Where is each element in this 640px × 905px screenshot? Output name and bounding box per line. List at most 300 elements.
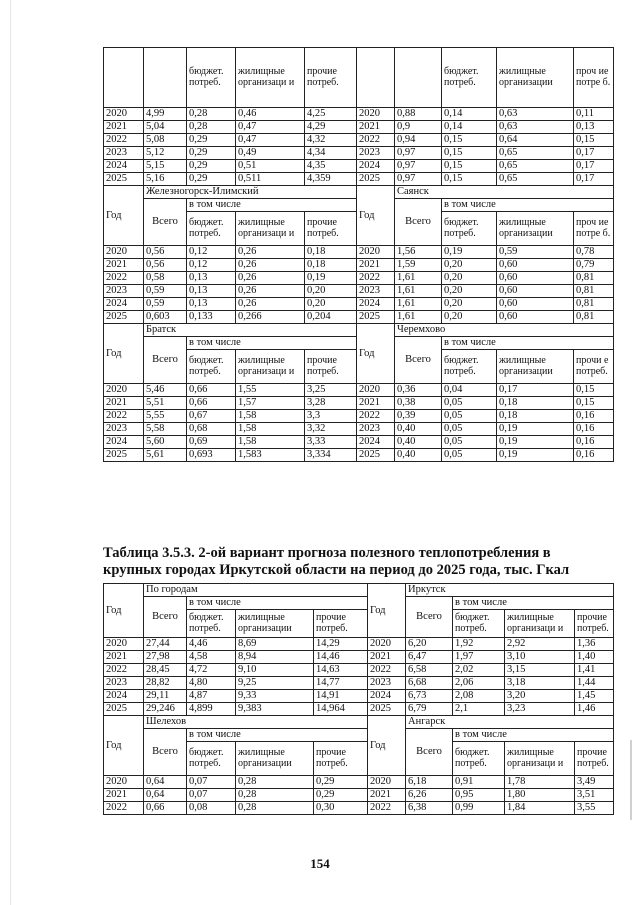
cell-other: 1,36 (575, 638, 614, 651)
cell-housing: 0,26 (236, 285, 305, 298)
header-budget: бюджет. потреб. (187, 212, 236, 246)
cell-other: 0,81 (574, 285, 614, 298)
cell-year: 2021 (368, 789, 406, 802)
cell-budget: 0,15 (442, 160, 497, 173)
cell-other: 0,15 (574, 397, 614, 410)
cell-other: 3,49 (575, 776, 614, 789)
cell-year: 2025 (104, 703, 144, 716)
table-row (104, 311, 614, 324)
cell-housing: 3,23 (505, 703, 575, 716)
cell-year: 2024 (357, 160, 395, 173)
cell-year: 2025 (104, 311, 144, 324)
cell-year: 2021 (368, 651, 406, 664)
cell-housing: 0,266 (236, 311, 305, 324)
cell-total: 1,59 (395, 259, 442, 272)
header-housing: жилищные организации (497, 212, 574, 246)
cell-housing: 0,17 (497, 384, 574, 397)
table-3-5-3 (103, 583, 614, 815)
cell-budget: 0,20 (442, 311, 497, 324)
cell-budget: 0,20 (442, 259, 497, 272)
header-other: проч ие потре б. (574, 48, 614, 108)
cell-year: 2021 (357, 121, 395, 134)
cell-total: 1,61 (395, 272, 442, 285)
cell-housing: 0,63 (497, 121, 574, 134)
cell-budget: 0,13 (187, 272, 236, 285)
cell-budget: 0,15 (442, 147, 497, 160)
block-header (104, 716, 614, 776)
table-row (104, 802, 614, 815)
cell-housing: 0,28 (236, 802, 314, 815)
empty-cell (144, 48, 187, 108)
cell-year: 2021 (104, 397, 144, 410)
cell-other: 1,40 (575, 651, 614, 664)
cell-year: 2021 (104, 121, 144, 134)
cell-other: 0,81 (574, 298, 614, 311)
empty-cell (395, 48, 442, 108)
cell-housing: 0,26 (236, 272, 305, 285)
header-total: Всего (144, 597, 187, 638)
table-row (104, 384, 614, 397)
cell-other: 3,51 (575, 789, 614, 802)
cell-other: 0,15 (574, 384, 614, 397)
cell-budget: 0,67 (187, 410, 236, 423)
cell-other: 4,32 (305, 134, 357, 147)
header-year: Год (104, 716, 144, 776)
city-name: Саянск (395, 186, 614, 199)
cell-budget: 2,1 (453, 703, 505, 716)
cell-other: 1,45 (575, 690, 614, 703)
header-including: в том числе (187, 199, 357, 212)
cell-housing: 0,26 (236, 298, 305, 311)
header-year: Год (104, 186, 144, 246)
cell-other: 0,79 (574, 259, 614, 272)
cell-year: 2023 (104, 285, 144, 298)
header-total: Всего (395, 199, 442, 246)
cell-housing: 0,51 (236, 160, 305, 173)
cell-budget: 4,46 (187, 638, 236, 651)
table-row (104, 651, 614, 664)
cell-other: 4,35 (305, 160, 357, 173)
header-budget: бюджет. потреб. (187, 742, 236, 776)
cell-other: 0,18 (305, 246, 357, 259)
table-row (104, 272, 614, 285)
cell-total: 0,64 (144, 789, 187, 802)
cell-other: 0,78 (574, 246, 614, 259)
cell-other: 0,29 (314, 776, 368, 789)
cell-year: 2020 (357, 108, 395, 121)
table-row (104, 677, 614, 690)
table-row (104, 246, 614, 259)
cell-total: 0,56 (144, 259, 187, 272)
cell-total: 5,61 (144, 449, 187, 462)
block-header (104, 324, 614, 384)
header-other: проч ие потре б. (574, 212, 614, 246)
cell-year: 2024 (357, 298, 395, 311)
cell-budget: 0,15 (442, 173, 497, 186)
cell-total: 0,94 (395, 134, 442, 147)
cell-year: 2020 (104, 638, 144, 651)
cell-housing: 2,92 (505, 638, 575, 651)
cell-housing: 0,47 (236, 121, 305, 134)
cell-housing: 1,583 (236, 449, 305, 462)
table-row (104, 638, 614, 651)
cell-total: 5,12 (144, 147, 187, 160)
cell-other: 0,15 (574, 134, 614, 147)
cell-total: 29,11 (144, 690, 187, 703)
cell-year: 2022 (104, 410, 144, 423)
cell-year: 2024 (357, 436, 395, 449)
cell-total: 6,79 (406, 703, 453, 716)
cell-budget: 0,12 (187, 259, 236, 272)
cell-other: 0,16 (574, 436, 614, 449)
cell-housing: 0,28 (236, 776, 314, 789)
cell-housing: 0,19 (497, 449, 574, 462)
cell-year: 2023 (357, 285, 395, 298)
cell-housing: 0,60 (497, 272, 574, 285)
cell-budget: 0,12 (187, 246, 236, 259)
block-header (104, 186, 614, 246)
cell-other: 14,91 (314, 690, 368, 703)
cell-total: 0,38 (395, 397, 442, 410)
cell-housing: 3,20 (505, 690, 575, 703)
cell-year: 2022 (104, 134, 144, 147)
cell-year: 2023 (368, 677, 406, 690)
cell-budget: 0,66 (187, 397, 236, 410)
header-year: Год (104, 324, 144, 384)
cell-other: 0,19 (305, 272, 357, 285)
cell-budget: 0,07 (187, 789, 236, 802)
cell-other: 0,204 (305, 311, 357, 324)
cell-housing: 8,94 (236, 651, 314, 664)
cell-budget: 1,97 (453, 651, 505, 664)
cell-budget: 2,06 (453, 677, 505, 690)
cell-budget: 0,29 (187, 134, 236, 147)
cell-other: 3,33 (305, 436, 357, 449)
header-total: Всего (144, 337, 187, 384)
header-housing: жилищные организаци и (236, 212, 305, 246)
cell-total: 27,98 (144, 651, 187, 664)
header-other: прочие потреб. (305, 212, 357, 246)
header-other: прочи е потреб. (574, 350, 614, 384)
cell-other: 3,28 (305, 397, 357, 410)
cell-other: 3,334 (305, 449, 357, 462)
header-other: прочие потреб. (314, 610, 368, 638)
cell-housing: 9,10 (236, 664, 314, 677)
cell-total: 6,20 (406, 638, 453, 651)
table-3-5-2-continuation (103, 47, 614, 462)
cell-housing: 0,65 (497, 147, 574, 160)
cell-total: 0,36 (395, 384, 442, 397)
scan-mark (630, 740, 632, 820)
header-other: прочие потреб. (575, 742, 614, 776)
cell-total: 27,44 (144, 638, 187, 651)
cell-other: 14,77 (314, 677, 368, 690)
cell-year: 2025 (104, 449, 144, 462)
table-row (104, 298, 614, 311)
cell-housing: 3,10 (505, 651, 575, 664)
empty-cell (104, 48, 144, 108)
cell-housing: 9,33 (236, 690, 314, 703)
cell-total: 28,82 (144, 677, 187, 690)
empty-cell (357, 48, 395, 108)
table-row (104, 397, 614, 410)
cell-budget: 0,20 (442, 272, 497, 285)
cell-other: 4,359 (305, 173, 357, 186)
cell-housing: 1,80 (505, 789, 575, 802)
cell-housing: 9,383 (236, 703, 314, 716)
top-header-rows (104, 48, 614, 108)
header-housing: жилищные организации (236, 610, 314, 638)
cell-year: 2022 (368, 802, 406, 815)
cell-budget: 0,05 (442, 410, 497, 423)
table-row (104, 789, 614, 802)
header-budget: бюджет. потреб. (442, 212, 497, 246)
cell-total: 28,45 (144, 664, 187, 677)
table-row (104, 121, 614, 134)
header-housing: жилищные организаци и (505, 610, 575, 638)
cell-other: 4,29 (305, 121, 357, 134)
table-row (104, 108, 614, 121)
cell-total: 1,61 (395, 285, 442, 298)
cell-budget: 0,66 (187, 384, 236, 397)
cell-housing: 1,55 (236, 384, 305, 397)
header-including: в том числе (442, 199, 614, 212)
header-including: в том числе (187, 337, 357, 350)
cell-year: 2020 (368, 776, 406, 789)
header-year: Год (368, 584, 406, 638)
cell-total: 0,97 (395, 173, 442, 186)
cell-other: 0,20 (305, 285, 357, 298)
header-including: в том числе (453, 729, 614, 742)
cell-budget: 0,05 (442, 423, 497, 436)
header-other: прочие потреб. (575, 610, 614, 638)
cell-budget: 0,20 (442, 298, 497, 311)
header-total: Всего (144, 729, 187, 776)
header-housing: жилищные организаци и (236, 350, 305, 384)
cell-year: 2023 (357, 147, 395, 160)
cell-total: 6,47 (406, 651, 453, 664)
cell-budget: 0,99 (453, 802, 505, 815)
cell-budget: 0,29 (187, 147, 236, 160)
cell-other: 1,41 (575, 664, 614, 677)
cell-budget: 1,92 (453, 638, 505, 651)
cell-total: 0,97 (395, 147, 442, 160)
cell-budget: 0,29 (187, 160, 236, 173)
cell-year: 2024 (368, 690, 406, 703)
cell-budget: 0,693 (187, 449, 236, 462)
city-name: Шелехов (144, 716, 368, 729)
cell-total: 5,46 (144, 384, 187, 397)
cell-year: 2021 (104, 789, 144, 802)
cell-housing: 0,26 (236, 259, 305, 272)
cell-housing: 0,19 (497, 436, 574, 449)
header-total: Всего (144, 199, 187, 246)
cell-total: 6,38 (406, 802, 453, 815)
cell-housing: 3,18 (505, 677, 575, 690)
cell-housing: 9,25 (236, 677, 314, 690)
cell-year: 2025 (357, 173, 395, 186)
cell-budget: 0,95 (453, 789, 505, 802)
cell-total: 1,61 (395, 298, 442, 311)
cell-other: 0,16 (574, 423, 614, 436)
cell-budget: 0,13 (187, 285, 236, 298)
cell-budget: 2,02 (453, 664, 505, 677)
cell-other: 4,25 (305, 108, 357, 121)
cell-other: 4,34 (305, 147, 357, 160)
header-other: прочие потреб. (314, 742, 368, 776)
header-budget: бюджет. потреб. (187, 48, 236, 108)
cell-budget: 0,04 (442, 384, 497, 397)
header-budget: бюджет. потреб. (453, 742, 505, 776)
cell-housing: 8,69 (236, 638, 314, 651)
cell-other: 0,30 (314, 802, 368, 815)
cell-total: 5,55 (144, 410, 187, 423)
cell-total: 6,73 (406, 690, 453, 703)
cell-housing: 0,18 (497, 410, 574, 423)
cell-total: 0,9 (395, 121, 442, 134)
cell-year: 2022 (357, 134, 395, 147)
rows (104, 638, 614, 716)
cell-housing: 0,64 (497, 134, 574, 147)
cell-year: 2021 (357, 259, 395, 272)
cell-total: 0,59 (144, 285, 187, 298)
cell-budget: 0,69 (187, 436, 236, 449)
cell-year: 2020 (104, 246, 144, 259)
cell-housing: 1,58 (236, 423, 305, 436)
cell-total: 0,40 (395, 423, 442, 436)
cell-total: 5,51 (144, 397, 187, 410)
header-including: в том числе (187, 597, 368, 610)
cell-housing: 0,59 (497, 246, 574, 259)
cell-year: 2025 (357, 311, 395, 324)
cell-budget: 0,91 (453, 776, 505, 789)
cell-total: 5,15 (144, 160, 187, 173)
cell-other: 14,46 (314, 651, 368, 664)
rows (104, 776, 614, 815)
cell-budget: 2,08 (453, 690, 505, 703)
header-housing: жилищные организации (497, 48, 574, 108)
cell-budget: 0,14 (442, 121, 497, 134)
table-row (104, 160, 614, 173)
cell-total: 0,88 (395, 108, 442, 121)
header-budget: бюджет. потреб. (442, 350, 497, 384)
cell-year: 2020 (357, 384, 395, 397)
header-total: Всего (406, 597, 453, 638)
cell-other: 3,25 (305, 384, 357, 397)
cell-housing: 0,511 (236, 173, 305, 186)
cell-housing: 1,78 (505, 776, 575, 789)
cell-budget: 0,20 (442, 285, 497, 298)
cell-housing: 1,57 (236, 397, 305, 410)
cell-other: 3,32 (305, 423, 357, 436)
header-housing: жилищные организаци и (236, 48, 305, 108)
cell-other: 14,63 (314, 664, 368, 677)
header-other: прочие потреб. (305, 350, 357, 384)
cell-year: 2022 (357, 410, 395, 423)
cell-year: 2022 (104, 664, 144, 677)
header-total: Всего (395, 337, 442, 384)
cell-budget: 0,05 (442, 449, 497, 462)
table-caption (103, 545, 615, 579)
cell-year: 2020 (104, 384, 144, 397)
cell-year: 2021 (357, 397, 395, 410)
cell-housing: 1,58 (236, 436, 305, 449)
table-row (104, 173, 614, 186)
cell-year: 2025 (357, 449, 395, 462)
cell-total: 5,16 (144, 173, 187, 186)
header-budget: бюджет. потреб. (187, 610, 236, 638)
cell-housing: 0,60 (497, 285, 574, 298)
cell-other: 0,20 (305, 298, 357, 311)
header-year: Год (357, 186, 395, 246)
cell-total: 5,60 (144, 436, 187, 449)
table-row (104, 259, 614, 272)
cell-other: 0,18 (305, 259, 357, 272)
cell-total: 0,56 (144, 246, 187, 259)
header-housing: жилищные организаци и (505, 742, 575, 776)
cell-other: 3,55 (575, 802, 614, 815)
cell-budget: 4,87 (187, 690, 236, 703)
cell-total: 0,66 (144, 802, 187, 815)
cell-total: 6,18 (406, 776, 453, 789)
cell-other: 0,81 (574, 311, 614, 324)
cell-total: 0,58 (144, 272, 187, 285)
cell-year: 2023 (104, 677, 144, 690)
header-year: Год (368, 716, 406, 776)
cell-budget: 0,29 (187, 173, 236, 186)
cell-total: 5,58 (144, 423, 187, 436)
header-housing: жилищные организации (236, 742, 314, 776)
cell-housing: 1,84 (505, 802, 575, 815)
block-header (104, 584, 614, 638)
cell-year: 2025 (104, 173, 144, 186)
cell-other: 0,16 (574, 410, 614, 423)
rows (104, 384, 614, 462)
table-row (104, 703, 614, 716)
cell-year: 2024 (104, 690, 144, 703)
cell-housing: 0,19 (497, 423, 574, 436)
header-budget: бюджет. потреб. (187, 350, 236, 384)
table-row (104, 449, 614, 462)
cell-housing: 0,47 (236, 134, 305, 147)
cell-other: 0,17 (574, 147, 614, 160)
cell-other: 0,13 (574, 121, 614, 134)
city-name: Ангарск (406, 716, 614, 729)
cell-budget: 0,05 (442, 397, 497, 410)
cell-budget: 0,07 (187, 776, 236, 789)
cell-year: 2023 (357, 423, 395, 436)
cell-total: 0,40 (395, 436, 442, 449)
cell-total: 6,58 (406, 664, 453, 677)
city-name: По городам (144, 584, 368, 597)
caption-line: крупных городах Иркутской области на период до 2025 года, тыс. Гкал (103, 562, 570, 578)
cell-total: 0,603 (144, 311, 187, 324)
cell-year: 2024 (104, 436, 144, 449)
header-including: в том числе (453, 597, 614, 610)
cell-year: 2023 (104, 147, 144, 160)
cell-total: 0,64 (144, 776, 187, 789)
city-name: Братск (144, 324, 357, 337)
cell-housing: 0,26 (236, 246, 305, 259)
table-row (104, 776, 614, 789)
cell-year: 2020 (104, 776, 144, 789)
scan-edge (10, 0, 11, 905)
cell-other: 3,3 (305, 410, 357, 423)
cell-total: 4,99 (144, 108, 187, 121)
cell-year: 2024 (104, 160, 144, 173)
caption-line: Таблица 3.5.3. 2-ой вариант прогноза полезного теплопотребления в (103, 545, 551, 561)
cell-other: 14,29 (314, 638, 368, 651)
